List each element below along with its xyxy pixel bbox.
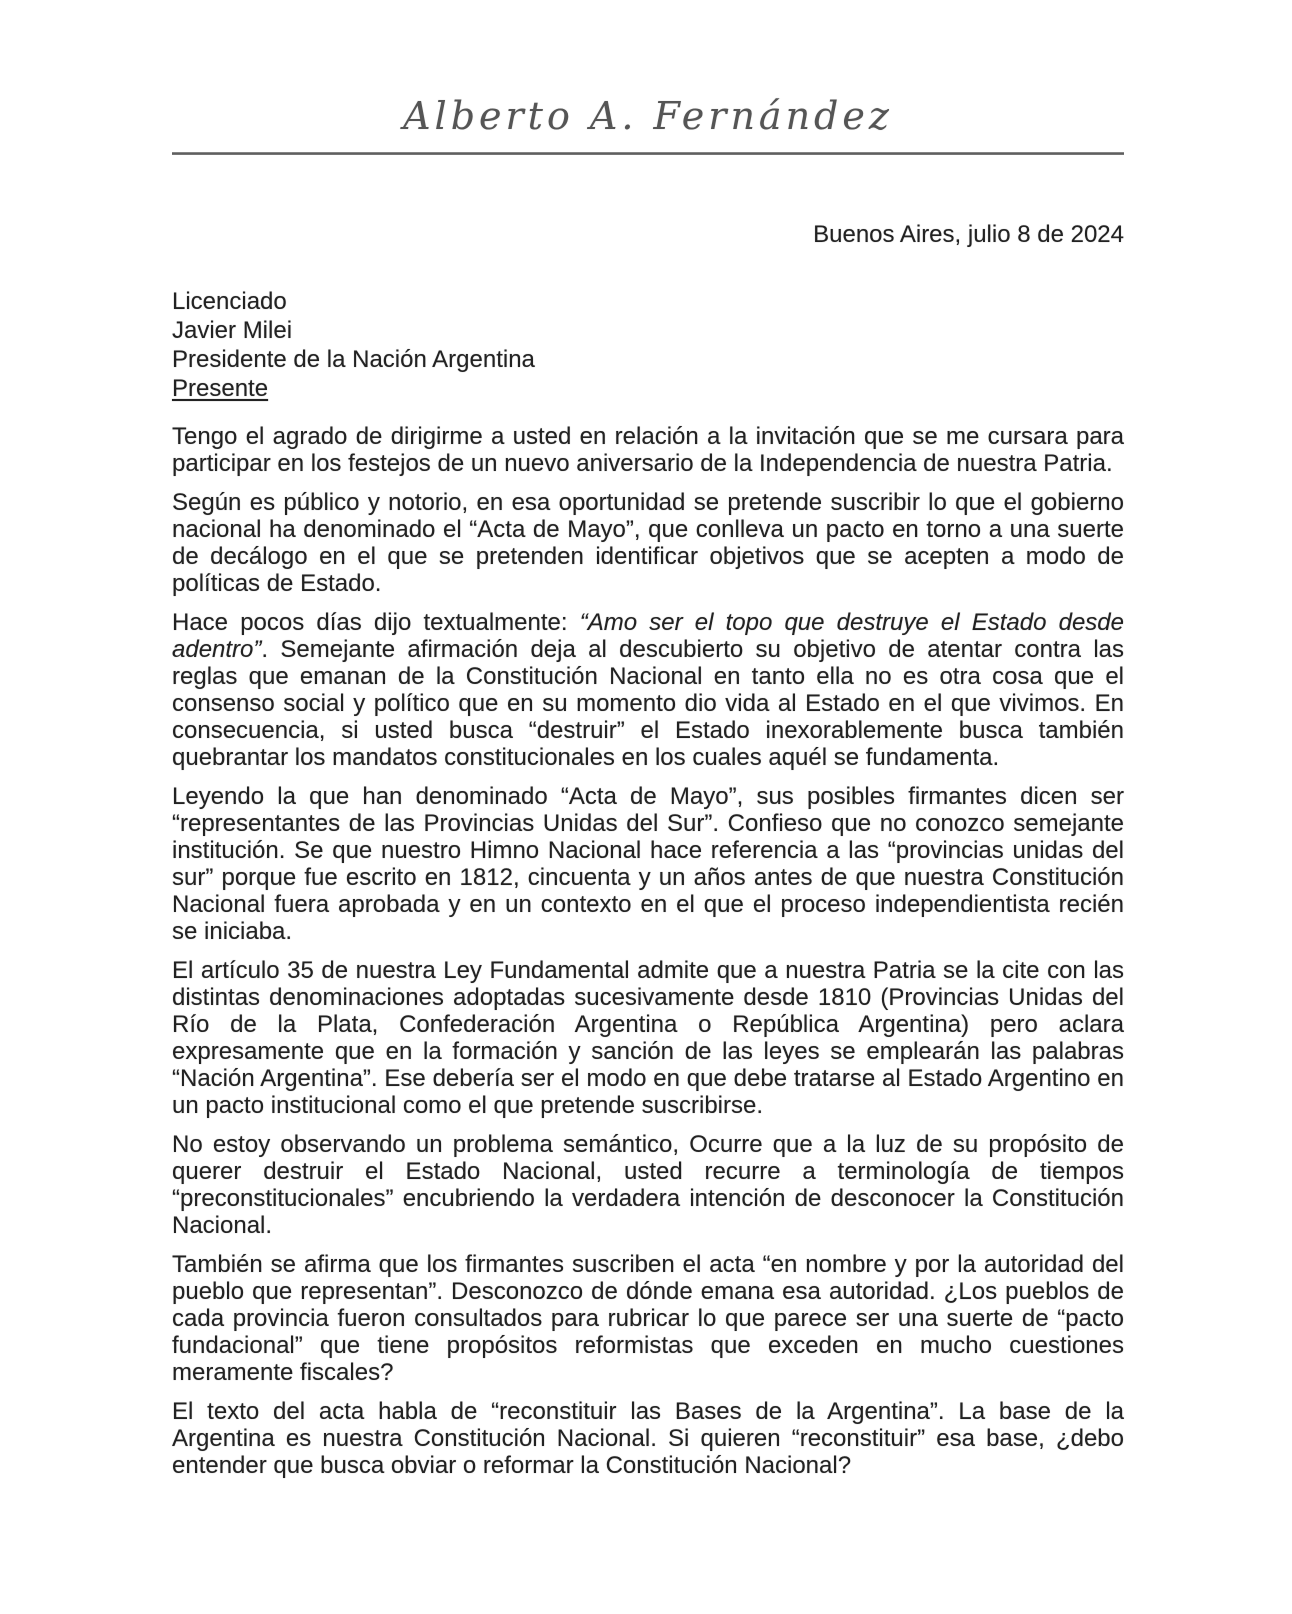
body-paragraph-4: Leyendo la que han denominado “Acta de Mayo”, sus posibles firmantes dicen ser “representantes de las Provincias Unidas del Sur”. Confieso que no conozco semejante institución. Se que nuestro Himno Nacional hace referencia a las “provincias unidas del sur” porque fue escrito en 1812, cincuenta y un años antes de que nuestra Constitución Nacional fuera aprobada y en un contexto en el que el proceso independientista recién se iniciaba. <box>172 783 1124 945</box>
paragraph-3-rest: . Semejante afirmación deja al descubierto su objetivo de atentar contra las reglas que emanan de la Constitución Nacional en tanto ella no es otra cosa que el consenso social y político que en su momento dio vida al Estado en el que vivimos. En consecuencia, si usted busca “destruir” el Estado inexorablemente busca también quebrantar los mandatos constitucionales en los cuales aquél se fundamenta. <box>172 636 1124 771</box>
letterhead-name: Alberto A. Fernández <box>403 94 893 138</box>
letterhead <box>172 88 1124 155</box>
body-paragraph-3 <box>172 609 1124 771</box>
paragraph-3-quote: “Amo ser el topo que destruye el Estado desde adentro” <box>172 609 1125 663</box>
body-paragraph-1: Tengo el agrado de dirigirme a usted en relación a la invitación que se me cursara para participar en los festejos de un nuevo aniversario de la Independencia de nuestra Patria. <box>172 423 1124 477</box>
body-paragraph-2: Según es público y notorio, en esa oportunidad se pretende suscribir lo que el gobierno nacional ha denominado el “Acta de Mayo”, que conlleva un pacto en torno a una suerte de decálogo en el que se pretenden identificar objetivos que se acepten a modo de políticas de Estado. <box>172 489 1124 597</box>
paragraph-3-lead: Hace pocos días dijo textualmente: <box>172 609 580 636</box>
body-paragraph-8: El texto del acta habla de “reconstituir las Bases de la Argentina”. La base de la Argentina es nuestra Constitución Nacional. Si quieren “reconstituir” esa base, ¿debo entender que busca obviar o reformar la Constitución Nacional? <box>172 1398 1124 1479</box>
body-paragraph-5: El artículo 35 de nuestra Ley Fundamental admite que a nuestra Patria se la cite con las distintas denominaciones adoptadas sucesivamente desde 1810 (Provincias Unidas del Río de la Plata, Confederación Argentina o República Argentina) pero aclara expresamente que en la formación y sanción de las leyes se emplearán las palabras “Nación Argentina”. Ese debería ser el modo en que debe tratarse al Estado Argentino en un pacto institucional como el que pretende suscribirse. <box>172 957 1124 1119</box>
recipient-block <box>172 287 1124 403</box>
recipient-name: Javier Milei <box>172 317 293 344</box>
recipient-title: Licenciado <box>172 288 287 315</box>
letterhead-rule <box>172 152 1124 155</box>
recipient-delivery: Presente <box>172 375 269 402</box>
body-paragraph-7: También se afirma que los firmantes suscriben el acta “en nombre y por la autoridad del pueblo que representan”. Desconozco de dónde emana esa autoridad. ¿Los pueblos de cada provincia fueron consultados para rubricar lo que parece ser una suerte de “pacto fundacional” que tiene propósitos reformistas que exceden en mucho cuestiones meramente fiscales? <box>172 1251 1124 1386</box>
recipient-role: Presidente de la Nación Argentina <box>172 346 535 373</box>
body-paragraph-6: No estoy observando un problema semántico, Ocurre que a la luz de su propósito de querer destruir el Estado Nacional, usted recurre a terminología de tiempos “preconstitucionales” encubriendo la verdadera intención de desconocer la Constitución Nacional. <box>172 1131 1124 1239</box>
letter-content <box>172 0 1124 1479</box>
date-line: Buenos Aires, julio 8 de 2024 <box>813 221 1124 248</box>
letter-body <box>172 423 1124 1479</box>
